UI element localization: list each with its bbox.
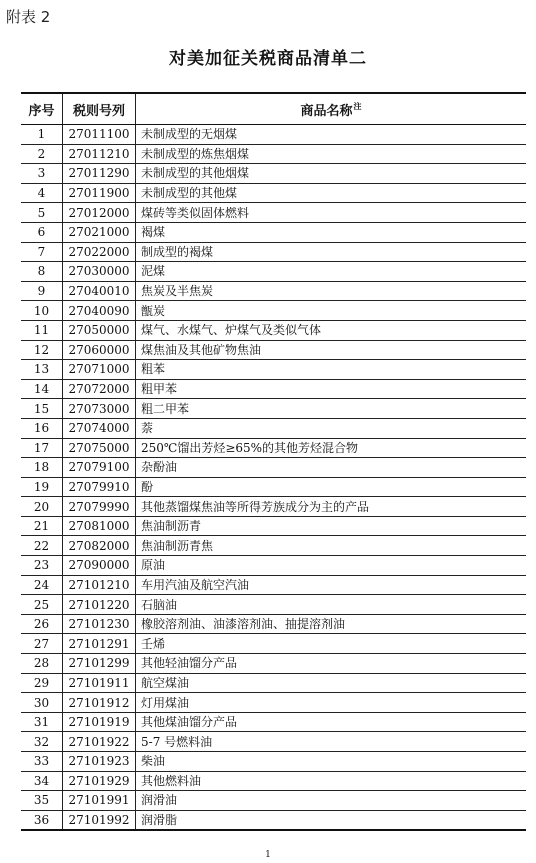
row-seq: 28 xyxy=(21,654,63,674)
row-seq: 11 xyxy=(21,320,63,340)
table-row xyxy=(21,183,526,203)
row-seq: 2 xyxy=(21,144,63,164)
row-name: 未制成型的其他煤 xyxy=(136,183,527,203)
row-code: 27012000 xyxy=(63,203,136,223)
table-row xyxy=(21,712,526,732)
row-seq: 25 xyxy=(21,595,63,615)
row-code: 27072000 xyxy=(63,379,136,399)
row-name: 焦油制沥青焦 xyxy=(136,536,527,556)
row-name: 酚 xyxy=(136,477,527,497)
table-row xyxy=(21,536,526,556)
column-header-seq: 序号 xyxy=(21,94,63,125)
row-seq: 19 xyxy=(21,477,63,497)
table-row xyxy=(21,556,526,576)
row-code: 27079990 xyxy=(63,497,136,517)
table-row xyxy=(21,301,526,321)
row-name: 褐煤 xyxy=(136,222,527,242)
row-name: 煤焦油及其他矿物焦油 xyxy=(136,340,527,360)
row-code: 27040090 xyxy=(63,301,136,321)
row-name: 橡胶溶剂油、油漆溶剂油、抽提溶剂油 xyxy=(136,614,527,634)
row-code: 27030000 xyxy=(63,262,136,282)
row-code: 27101230 xyxy=(63,614,136,634)
table-row xyxy=(21,360,526,380)
row-code: 27071000 xyxy=(63,360,136,380)
table-row xyxy=(21,654,526,674)
row-code: 27011290 xyxy=(63,164,136,184)
row-seq: 20 xyxy=(21,497,63,517)
row-code: 27090000 xyxy=(63,556,136,576)
table-row xyxy=(21,379,526,399)
table-row xyxy=(21,516,526,536)
row-name: 未制成型的无烟煤 xyxy=(136,125,527,145)
tariff-table xyxy=(21,94,526,829)
row-code: 27101912 xyxy=(63,693,136,713)
row-name: 杂酚油 xyxy=(136,458,527,478)
row-seq: 5 xyxy=(21,203,63,223)
row-seq: 16 xyxy=(21,418,63,438)
row-seq: 29 xyxy=(21,673,63,693)
row-seq: 3 xyxy=(21,164,63,184)
row-name: 粗苯 xyxy=(136,360,527,380)
row-name: 萘 xyxy=(136,418,527,438)
row-name: 石脑油 xyxy=(136,595,527,615)
row-name: 其他燃料油 xyxy=(136,771,527,791)
table-row xyxy=(21,399,526,419)
row-code: 27011210 xyxy=(63,144,136,164)
row-name: 煤气、水煤气、炉煤气及类似气体 xyxy=(136,320,527,340)
table-row xyxy=(21,438,526,458)
row-name: 5-7 号燃料油 xyxy=(136,732,527,752)
row-code: 27060000 xyxy=(63,340,136,360)
row-seq: 13 xyxy=(21,360,63,380)
row-code: 27081000 xyxy=(63,516,136,536)
row-seq: 15 xyxy=(21,399,63,419)
table-body xyxy=(21,125,526,830)
row-seq: 27 xyxy=(21,634,63,654)
row-name: 其他轻油馏分产品 xyxy=(136,654,527,674)
row-seq: 22 xyxy=(21,536,63,556)
row-seq: 18 xyxy=(21,458,63,478)
row-seq: 35 xyxy=(21,791,63,811)
row-name: 焦炭及半焦炭 xyxy=(136,281,527,301)
row-code: 27082000 xyxy=(63,536,136,556)
document-title: 对美加征关税商品清单二 xyxy=(169,49,367,69)
row-code: 27101922 xyxy=(63,732,136,752)
row-code: 27101210 xyxy=(63,575,136,595)
row-seq: 17 xyxy=(21,438,63,458)
table-row xyxy=(21,791,526,811)
row-seq: 33 xyxy=(21,752,63,772)
row-seq: 23 xyxy=(21,556,63,576)
row-seq: 4 xyxy=(21,183,63,203)
row-seq: 24 xyxy=(21,575,63,595)
row-code: 27101991 xyxy=(63,791,136,811)
table-row xyxy=(21,614,526,634)
row-name: 壬烯 xyxy=(136,634,527,654)
table-row xyxy=(21,125,526,145)
row-seq: 32 xyxy=(21,732,63,752)
row-code: 27079100 xyxy=(63,458,136,478)
row-code: 27075000 xyxy=(63,438,136,458)
row-seq: 21 xyxy=(21,516,63,536)
row-code: 27101929 xyxy=(63,771,136,791)
row-code: 27074000 xyxy=(63,418,136,438)
table-header-row xyxy=(21,94,526,125)
row-code: 27101299 xyxy=(63,654,136,674)
row-seq: 26 xyxy=(21,614,63,634)
table-row xyxy=(21,673,526,693)
table-row xyxy=(21,771,526,791)
table-row xyxy=(21,595,526,615)
row-code: 27040010 xyxy=(63,281,136,301)
row-name: 粗二甲苯 xyxy=(136,399,527,419)
table-row xyxy=(21,262,526,282)
row-code: 27011100 xyxy=(63,125,136,145)
row-code: 27079910 xyxy=(63,477,136,497)
row-name: 250℃馏出芳烃≥65%的其他芳烃混合物 xyxy=(136,438,527,458)
table-row xyxy=(21,732,526,752)
row-seq: 30 xyxy=(21,693,63,713)
column-header-note-mark: 注 xyxy=(353,102,362,112)
row-name: 制成型的褐煤 xyxy=(136,242,527,262)
row-name: 其他煤油馏分产品 xyxy=(136,712,527,732)
row-name: 润滑脂 xyxy=(136,810,527,829)
table-row xyxy=(21,810,526,829)
table-row xyxy=(21,164,526,184)
table-row xyxy=(21,752,526,772)
row-name: 润滑油 xyxy=(136,791,527,811)
row-seq: 10 xyxy=(21,301,63,321)
row-name: 其他蒸馏煤焦油等所得芳族成分为主的产品 xyxy=(136,497,527,517)
table-row xyxy=(21,281,526,301)
row-code: 27073000 xyxy=(63,399,136,419)
row-name: 未制成型的其他烟煤 xyxy=(136,164,527,184)
row-seq: 14 xyxy=(21,379,63,399)
row-seq: 6 xyxy=(21,222,63,242)
row-code: 27101919 xyxy=(63,712,136,732)
row-seq: 34 xyxy=(21,771,63,791)
row-name: 灯用煤油 xyxy=(136,693,527,713)
row-seq: 8 xyxy=(21,262,63,282)
row-code: 27101291 xyxy=(63,634,136,654)
row-code: 27050000 xyxy=(63,320,136,340)
table-row xyxy=(21,497,526,517)
table-row xyxy=(21,144,526,164)
row-seq: 7 xyxy=(21,242,63,262)
table-row xyxy=(21,458,526,478)
row-name: 泥煤 xyxy=(136,262,527,282)
row-code: 27101220 xyxy=(63,595,136,615)
row-code: 27101911 xyxy=(63,673,136,693)
row-name: 原油 xyxy=(136,556,527,576)
table-row xyxy=(21,575,526,595)
row-name: 柴油 xyxy=(136,752,527,772)
row-name: 煤砖等类似固体燃料 xyxy=(136,203,527,223)
table-row xyxy=(21,418,526,438)
row-code: 27021000 xyxy=(63,222,136,242)
row-seq: 31 xyxy=(21,712,63,732)
row-name: 未制成型的炼焦烟煤 xyxy=(136,144,527,164)
row-name: 车用汽油及航空汽油 xyxy=(136,575,527,595)
row-code: 27101923 xyxy=(63,752,136,772)
row-seq: 1 xyxy=(21,125,63,145)
table-row xyxy=(21,477,526,497)
table-row xyxy=(21,222,526,242)
table-row xyxy=(21,242,526,262)
row-code: 27022000 xyxy=(63,242,136,262)
table-row xyxy=(21,340,526,360)
row-code: 27011900 xyxy=(63,183,136,203)
appendix-label: 附表 2 xyxy=(6,8,51,26)
table-row xyxy=(21,693,526,713)
row-name: 焦油制沥青 xyxy=(136,516,527,536)
row-seq: 12 xyxy=(21,340,63,360)
column-header-code: 税则号列 xyxy=(63,94,136,125)
tariff-table-container xyxy=(21,92,526,831)
column-header-name-label: 商品名称 xyxy=(300,103,353,119)
row-name: 粗甲苯 xyxy=(136,379,527,399)
table-row xyxy=(21,320,526,340)
row-seq: 9 xyxy=(21,281,63,301)
table-row xyxy=(21,203,526,223)
row-code: 27101992 xyxy=(63,810,136,829)
row-seq: 36 xyxy=(21,810,63,829)
row-name: 航空煤油 xyxy=(136,673,527,693)
row-name: 甑炭 xyxy=(136,301,527,321)
page-number: 1 xyxy=(265,850,271,860)
table-row xyxy=(21,634,526,654)
column-header-name xyxy=(136,94,527,125)
